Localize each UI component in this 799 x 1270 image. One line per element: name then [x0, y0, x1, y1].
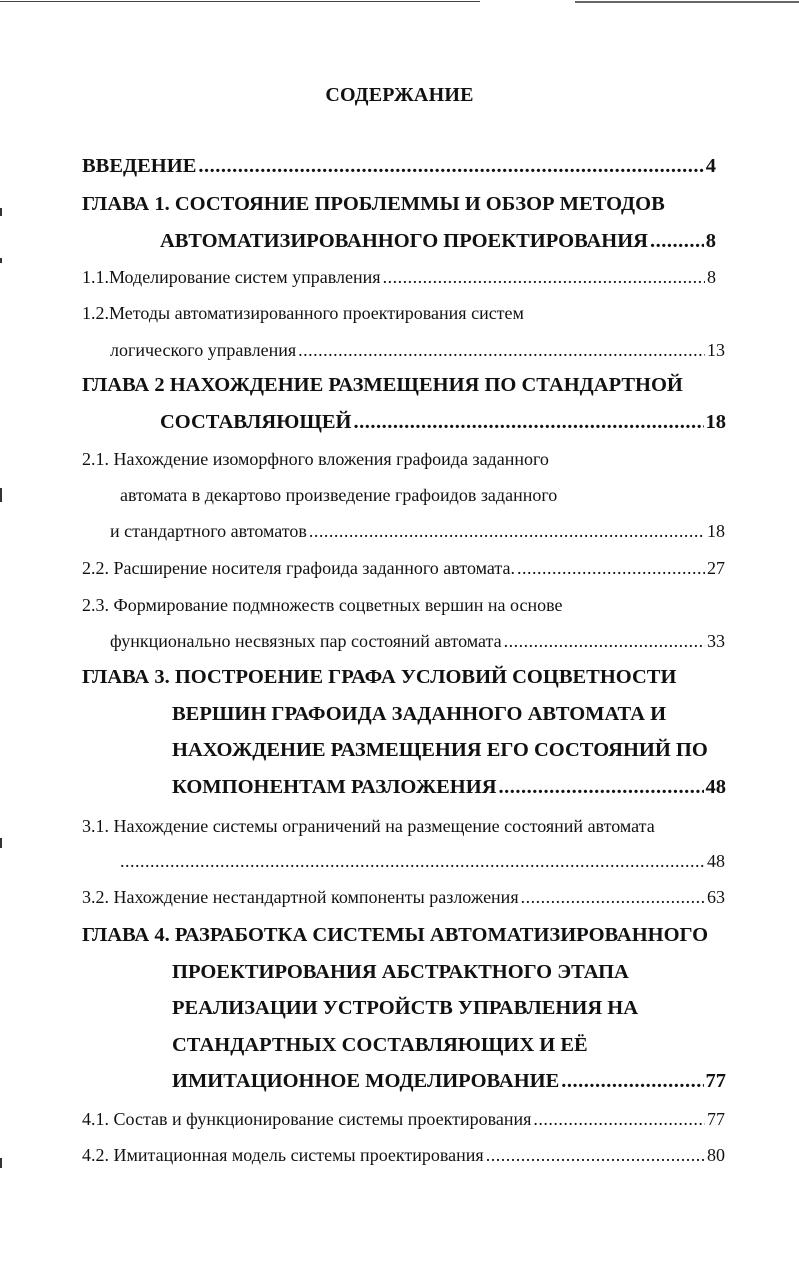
- toc-leader-dots: [561, 1066, 703, 1096]
- toc-entry-3-2[interactable]: [82, 882, 725, 912]
- toc-entry-title: СОСТАВЛЯЮЩЕЙ: [160, 411, 352, 433]
- toc-page-number: 18: [707, 521, 725, 541]
- toc-leader-dots: [383, 262, 705, 292]
- scan-top-border: [0, 0, 799, 4]
- toc-entry-title: 3.2. Нахождение нестандартной компоненты разложения: [82, 887, 519, 907]
- toc-page-number: 27: [707, 558, 725, 578]
- toc-leader-dots: [486, 1140, 705, 1170]
- toc-chapter-3-continuation: НАХОЖДЕНИЕ РАЗМЕЩЕНИЯ ЕГО СОСТОЯНИЙ ПО: [172, 739, 708, 761]
- toc-entry-4-1[interactable]: [82, 1104, 725, 1134]
- toc-entry-1-2[interactable]: [110, 335, 725, 365]
- toc-page-number: 13: [707, 340, 725, 360]
- toc-entry-1-2-heading: 1.2.Методы автоматизированного проектирования систем: [82, 303, 524, 323]
- toc-leader-dots: [650, 226, 704, 256]
- toc-leader-dots: [198, 151, 703, 181]
- toc-entry-title: КОМПОНЕНТАМ РАЗЛОЖЕНИЯ: [172, 776, 497, 798]
- toc-page-number: 80: [707, 1145, 725, 1165]
- toc-entry-introduction[interactable]: [82, 151, 716, 181]
- toc-entry-3-1-heading: 3.1. Нахождение системы ограничений на размещение состояний автомата: [82, 816, 655, 836]
- toc-page-number: 77: [705, 1070, 726, 1092]
- toc-entry-2-1-heading: 2.1. Нахождение изоморфного вложения графоида заданного: [82, 449, 549, 469]
- toc-chapter-4-heading: ГЛАВА 4. РАЗРАБОТКА СИСТЕМЫ АВТОМАТИЗИРОВАННОГО: [82, 924, 709, 946]
- toc-entry-2-3-heading: 2.3. Формирование подмножеств соцветных вершин на основе: [82, 595, 563, 615]
- page-title: СОДЕРЖАНИЕ: [325, 84, 474, 106]
- toc-page-number: 8: [707, 267, 716, 287]
- scan-margin-mark: [0, 1158, 2, 1168]
- toc-entry-title: ВВЕДЕНИЕ: [82, 155, 197, 177]
- toc-chapter-4-continuation: СТАНДАРТНЫХ СОСТАВЛЯЮЩИХ И ЕЁ: [172, 1034, 588, 1056]
- toc-leader-dots: [309, 516, 705, 546]
- toc-entry-title: 2.2. Расширение носителя графоида заданного автомата.: [82, 558, 516, 578]
- toc-chapter-3-continuation: ВЕРШИН ГРАФОИДА ЗАДАННОГО АВТОМАТА И: [172, 703, 667, 725]
- toc-page-number: 48: [707, 851, 725, 871]
- scan-margin-mark: [0, 258, 2, 263]
- toc-leader-dots: [533, 1104, 705, 1134]
- toc-leader-dots: [298, 335, 705, 365]
- toc-leader-dots: [353, 407, 703, 437]
- toc-leader-dots: [504, 626, 705, 656]
- toc-page-number: 63: [707, 887, 725, 907]
- toc-page-number: 18: [705, 411, 726, 433]
- toc-entry-title: функционально несвязных пар состояний автомата: [110, 631, 502, 651]
- toc-page-number: 4: [705, 155, 716, 177]
- toc-leader-dots: [517, 553, 705, 583]
- toc-page-number: 33: [707, 631, 725, 651]
- toc-entry-2-1-continuation: автомата в декартово произведение графоидов заданного: [120, 485, 558, 505]
- toc-page-number: 77: [707, 1109, 725, 1129]
- toc-entry-3-1[interactable]: [118, 846, 725, 876]
- toc-entry-chapter-1[interactable]: [160, 226, 716, 256]
- toc-page-number: 8: [705, 230, 716, 252]
- toc-page-number: 48: [705, 776, 726, 798]
- toc-chapter-2-heading: ГЛАВА 2 НАХОЖДЕНИЕ РАЗМЕЩЕНИЯ ПО СТАНДАРТНОЙ: [82, 374, 683, 396]
- scan-margin-mark: [0, 208, 2, 216]
- toc-entry-title: АВТОМАТИЗИРОВАННОГО ПРОЕКТИРОВАНИЯ: [160, 230, 648, 252]
- toc-leader-dots: [521, 882, 705, 912]
- toc-chapter-1-heading: ГЛАВА 1. СОСТОЯНИЕ ПРОБЛЕММЫ И ОБЗОР МЕТОДОВ: [82, 193, 665, 215]
- toc-entry-title: 4.1. Состав и функционирование системы проектирования: [82, 1109, 532, 1129]
- toc-chapter-4-continuation: ПРОЕКТИРОВАНИЯ АБСТРАКТНОГО ЭТАПА: [172, 961, 629, 983]
- toc-entry-chapter-4[interactable]: [172, 1066, 726, 1096]
- toc-entry-4-2[interactable]: [82, 1140, 725, 1170]
- scan-margin-mark: [0, 488, 2, 502]
- toc-entry-2-3[interactable]: [110, 626, 725, 656]
- scan-margin-mark: [0, 838, 2, 848]
- toc-chapter-4-continuation: РЕАЛИЗАЦИИ УСТРОЙСТВ УПРАВЛЕНИЯ НА: [172, 997, 639, 1019]
- toc-chapter-3-heading: ГЛАВА 3. ПОСТРОЕНИЕ ГРАФА УСЛОВИЙ СОЦВЕТНОСТИ: [82, 666, 677, 688]
- toc-entry-1-1[interactable]: [82, 262, 716, 292]
- toc-entry-title: 4.2. Имитационная модель системы проектирования: [82, 1145, 484, 1165]
- toc-entry-2-1[interactable]: [110, 516, 725, 546]
- toc-entry-title: логического управления: [110, 340, 297, 360]
- toc-entry-title: и стандартного автоматов: [110, 521, 307, 541]
- toc-entry-title: 1.1.Моделирование систем управления: [82, 267, 381, 287]
- toc-entry-title: ИМИТАЦИОННОЕ МОДЕЛИРОВАНИЕ: [172, 1070, 560, 1092]
- toc-leader-dots: [120, 846, 705, 876]
- toc-entry-chapter-3[interactable]: [172, 772, 726, 802]
- toc-entry-2-2[interactable]: [82, 553, 725, 583]
- toc-entry-chapter-2[interactable]: [160, 407, 726, 437]
- toc-leader-dots: [499, 772, 704, 802]
